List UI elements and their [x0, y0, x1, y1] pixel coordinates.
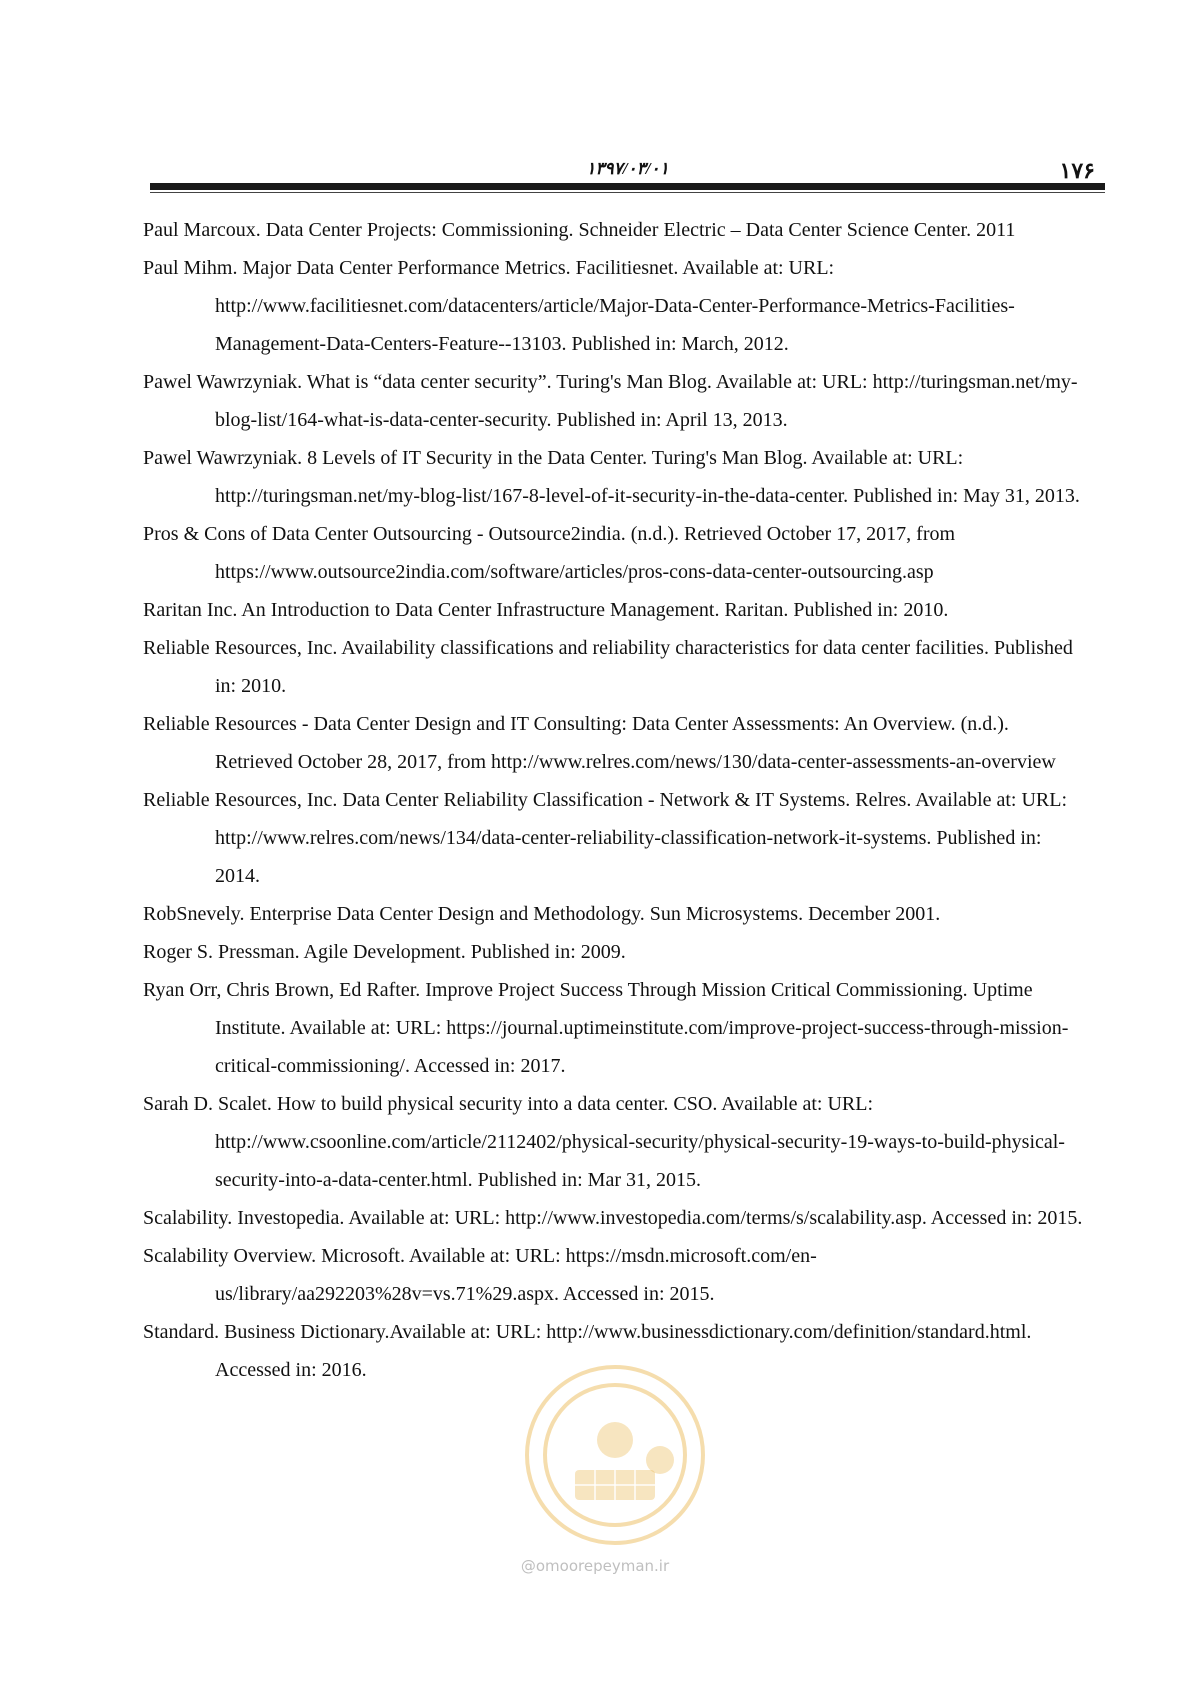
reference-item: Reliable Resources - Data Center Design and IT Consulting: Data Center Assessments: An Overview. (n.d.). Retrieved October 28, 2017, from http://www.relres.com/news/130/data-center-assessments-an-overview — [143, 713, 1056, 773]
header-date: ۱۳۹۷/۰۳/۰۱ — [586, 159, 669, 178]
reference-item: Reliable Resources, Inc. Availability classifications and reliability characteristics for data center facilities. Published in: 2010. — [143, 637, 1073, 697]
reference-item: Scalability Overview. Microsoft. Available at: URL: https://msdn.microsoft.com/en-us/library/aa292203%28v=vs.71%29.aspx. Accessed in: 2015. — [143, 1245, 817, 1305]
reference-item: Paul Mihm. Major Data Center Performance Metrics. Facilitiesnet. Available at: URL: http://www.facilitiesnet.com/datacenters/article/Major-Data-Center-Performance-Metrics-Facilities-Management-Data-Centers-Feature--13103. Published in: March, 2012. — [143, 257, 1015, 355]
reference-item: Pros & Cons of Data Center Outsourcing - Outsource2india. (n.d.). Retrieved October 17, 2017, from https://www.outsource2india.com/software/articles/pros-cons-data-center-outsourcing.asp — [143, 523, 956, 583]
reference-item: Scalability. Investopedia. Available at: URL: http://www.investopedia.com/terms/s/scalability.asp. Accessed in: 2015. — [143, 1207, 1083, 1229]
reference-item: Reliable Resources, Inc. Data Center Reliability Classification - Network & IT Systems. Relres. Available at: URL: http://www.relres.com/news/134/data-center-reliability-classification-network-it-systems. Published in: 2014. — [143, 789, 1068, 887]
reference-item: Sarah D. Scalet. How to build physical security into a data center. CSO. Available at: URL: http://www.csoonline.com/article/2112402/physical-security/physical-security-19-ways-to-build-physical-security-into-a-data-center.html. Published in: Mar 31, 2015. — [143, 1093, 1065, 1191]
reference-item: Ryan Orr, Chris Brown, Ed Rafter. Improve Project Success Through Mission Critical Commissioning. Uptime Institute. Available at: URL: https://journal.uptimeinstitute.com/improve-project-success-through-mission-critical-commissioning/. Accessed in: 2017. — [143, 979, 1069, 1077]
reference-item: Roger S. Pressman. Agile Development. Published in: 2009. — [143, 941, 626, 963]
reference-item: Pawel Wawrzyniak. What is “data center security”. Turing's Man Blog. Available at: URL: http://turingsman.net/my-blog-list/164-what-is-data-center-security. Published in: April 13, 2013. — [143, 371, 1078, 431]
reference-item: Paul Marcoux. Data Center Projects: Commissioning. Schneider Electric – Data Center Science Center. 2011 — [143, 219, 1016, 241]
page-number: ۱۷۶ — [1059, 158, 1095, 183]
watermark-caption: @omoorepeyman.ir — [520, 1557, 670, 1575]
reference-item: Raritan Inc. An Introduction to Data Center Infrastructure Management. Raritan. Published in: 2010. — [143, 599, 949, 621]
header-rule-thin — [150, 192, 1105, 193]
reference-item: Standard. Business Dictionary.Available at: URL: http://www.businessdictionary.com/definition/standard.html. Accessed in: 2016. — [143, 1321, 1032, 1381]
reference-item: Pawel Wawrzyniak. 8 Levels of IT Security in the Data Center. Turing's Man Blog. Available at: URL: http://turingsman.net/my-blog-list/167-8-level-of-it-security-in-the-data-center. Published in: May 31, 2013. — [143, 447, 1080, 507]
reference-list — [143, 211, 1088, 1389]
reference-item: RobSnevely. Enterprise Data Center Design and Methodology. Sun Microsystems. December 2001. — [143, 903, 941, 925]
header-rule — [150, 183, 1105, 190]
